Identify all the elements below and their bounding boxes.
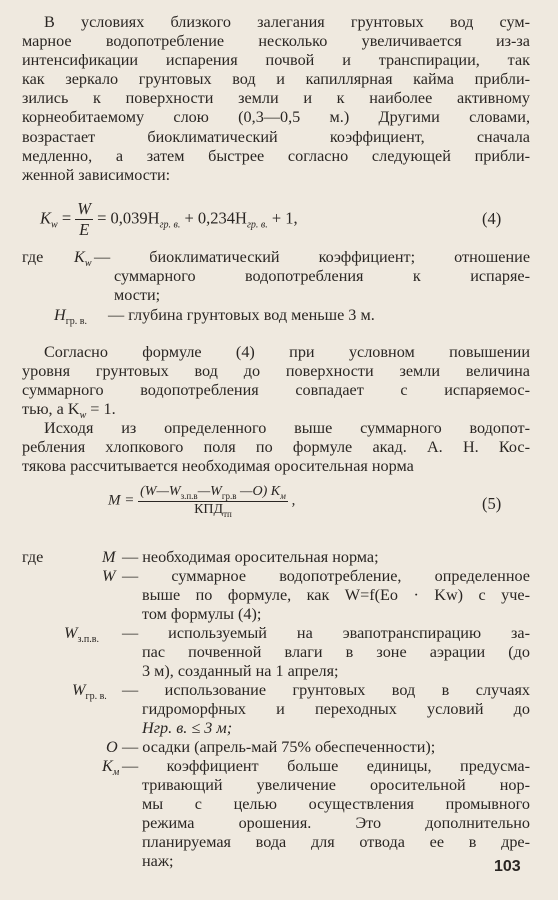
text-line: наж;	[142, 852, 174, 871]
text-line: В условиях близкого залегания грунтовых вод сум-	[44, 13, 530, 31]
fraction-denominator: E	[79, 220, 90, 239]
fraction-irrigation-norm	[138, 484, 288, 519]
paragraph-3	[22, 419, 530, 476]
text-line: корнеобитаемому слою (0,3—0,5 м.) Другими словами,	[22, 108, 530, 127]
text-line: интенсификации испарения почвой и транспирации, так	[22, 51, 530, 70]
paragraph-2	[22, 343, 530, 426]
fraction-numerator: W	[77, 199, 91, 218]
symbol-kw: $K_w$	[74, 248, 92, 270]
paragraph-1	[22, 13, 530, 185]
equation-number-5: (5)	[482, 494, 502, 513]
symbol-w-zpv: $W_{з.п.в.}$	[64, 624, 100, 646]
text-line: как зеркало грунтовых вод и капиллярная кайма прибли-	[22, 70, 530, 89]
text-line: тью, а $K_w = 1$.	[22, 400, 116, 422]
text-line: — биоклиматический коэффициент; отношение	[94, 248, 530, 266]
formula-comma: ,	[291, 492, 296, 509]
text-line: марное водопотребление несколько увеличивается из-за	[22, 32, 530, 51]
where-label: где	[22, 248, 44, 266]
formula-5	[108, 484, 295, 519]
text-line: суммарного водопотребления совпадает с испаряемос-	[22, 381, 530, 400]
definition-w-zpv	[122, 624, 530, 681]
text-line: Согласно формуле (4) при условном повышении	[44, 343, 530, 361]
definition-w	[122, 567, 530, 624]
fraction-numerator: ($W—W_{з.п.в}—W_{гр.в}$ —O) $K_м$	[140, 484, 286, 501]
text-line: Исходя из определенного выше суммарного водопот-	[44, 419, 530, 437]
symbol-o: O	[106, 738, 118, 756]
text-line: — коэффициент больше единицы, предусма-	[122, 757, 530, 775]
text-line: суммарного водопотребления к испаряе-	[114, 267, 530, 286]
formula-sub: гр. в.	[159, 219, 181, 231]
definition-m: — необходимая оросительная норма;	[122, 548, 379, 566]
formula-sub: гр. в.	[246, 219, 268, 231]
text-line: том формулы (4);	[142, 605, 262, 624]
text-line: режима орошения. Это дополнительно	[142, 814, 530, 833]
text-line: — использование грунтовых вод в случаях	[122, 681, 530, 699]
symbol-w: W	[102, 567, 116, 585]
formula-rhs-end: + 1,	[267, 208, 298, 228]
text-line: мости;	[114, 286, 161, 305]
definition-w-gr-v	[122, 681, 530, 738]
text-line: — суммарное водопотребление, определенное	[122, 567, 530, 585]
text-line: уровня грунтовых вод до поверхности земли величина	[22, 362, 530, 381]
text-line: Hгр. в. ≤ 3 м;	[142, 719, 233, 738]
text-line: 3 м), созданный на 1 апреля;	[142, 662, 339, 681]
definition-h: — глубина грунтовых вод меньше 3 м.	[108, 306, 375, 324]
text-line: гидроморфных и переходных условий до	[142, 700, 530, 719]
page-number: 103	[494, 858, 521, 875]
where-label: где	[22, 548, 44, 566]
fraction-denominator: $КПД_{тп}$	[194, 501, 232, 519]
text-line: выше по формуле, как W=f(Eo · Kw) с уче-	[142, 586, 530, 605]
formula-rhs-mid: + 0,234H	[180, 208, 247, 228]
formula-rhs: = 0,039H	[97, 208, 160, 228]
symbol-w-gr-v: $W_{гр. в.}$	[72, 681, 107, 703]
formula-4	[40, 199, 298, 240]
text-line: — используемый на эвапотранспирацию за-	[122, 624, 530, 642]
fraction-w-over-e	[75, 199, 93, 240]
definition-o: — осадки (апрель-май 75% обеспеченности);	[122, 738, 436, 756]
text-line: тякова рассчитывается необходимая оросительная норма	[22, 457, 414, 476]
formula-lhs: M =	[108, 492, 139, 509]
text-line: тривающий увеличение оросительной нор-	[142, 776, 530, 795]
symbol-h-gr-v: $H_{гр. в.}$	[54, 306, 88, 328]
formula-lhs-sub: w	[51, 219, 58, 231]
symbol-m: M	[102, 548, 116, 566]
text-line: мы с целью осуществления промывного	[142, 795, 530, 814]
text-line: пас почвенной влаги в зоне аэрации (до	[142, 643, 530, 662]
definition-kw	[94, 248, 530, 305]
definition-km	[122, 757, 530, 872]
text-line: зились к поверхности земли и к наиболее активному	[22, 89, 530, 108]
text-line: ребления хлопкового поля по формуле акад. А. Н. Кос-	[22, 438, 530, 457]
formula-eq: =	[57, 208, 76, 228]
symbol-km: $K_м$	[102, 757, 120, 779]
text-line: планируемая вода для отвода ее в дре-	[142, 833, 530, 852]
equation-number-4: (4)	[482, 209, 502, 228]
text-line: женной зависимости:	[22, 165, 171, 184]
formula-lhs: K	[40, 208, 52, 228]
text-line: возрастает биоклиматический коэффициент, сначала	[22, 127, 530, 146]
text-line: медленно, а затем быстрее согласно следующей прибли-	[22, 146, 530, 165]
